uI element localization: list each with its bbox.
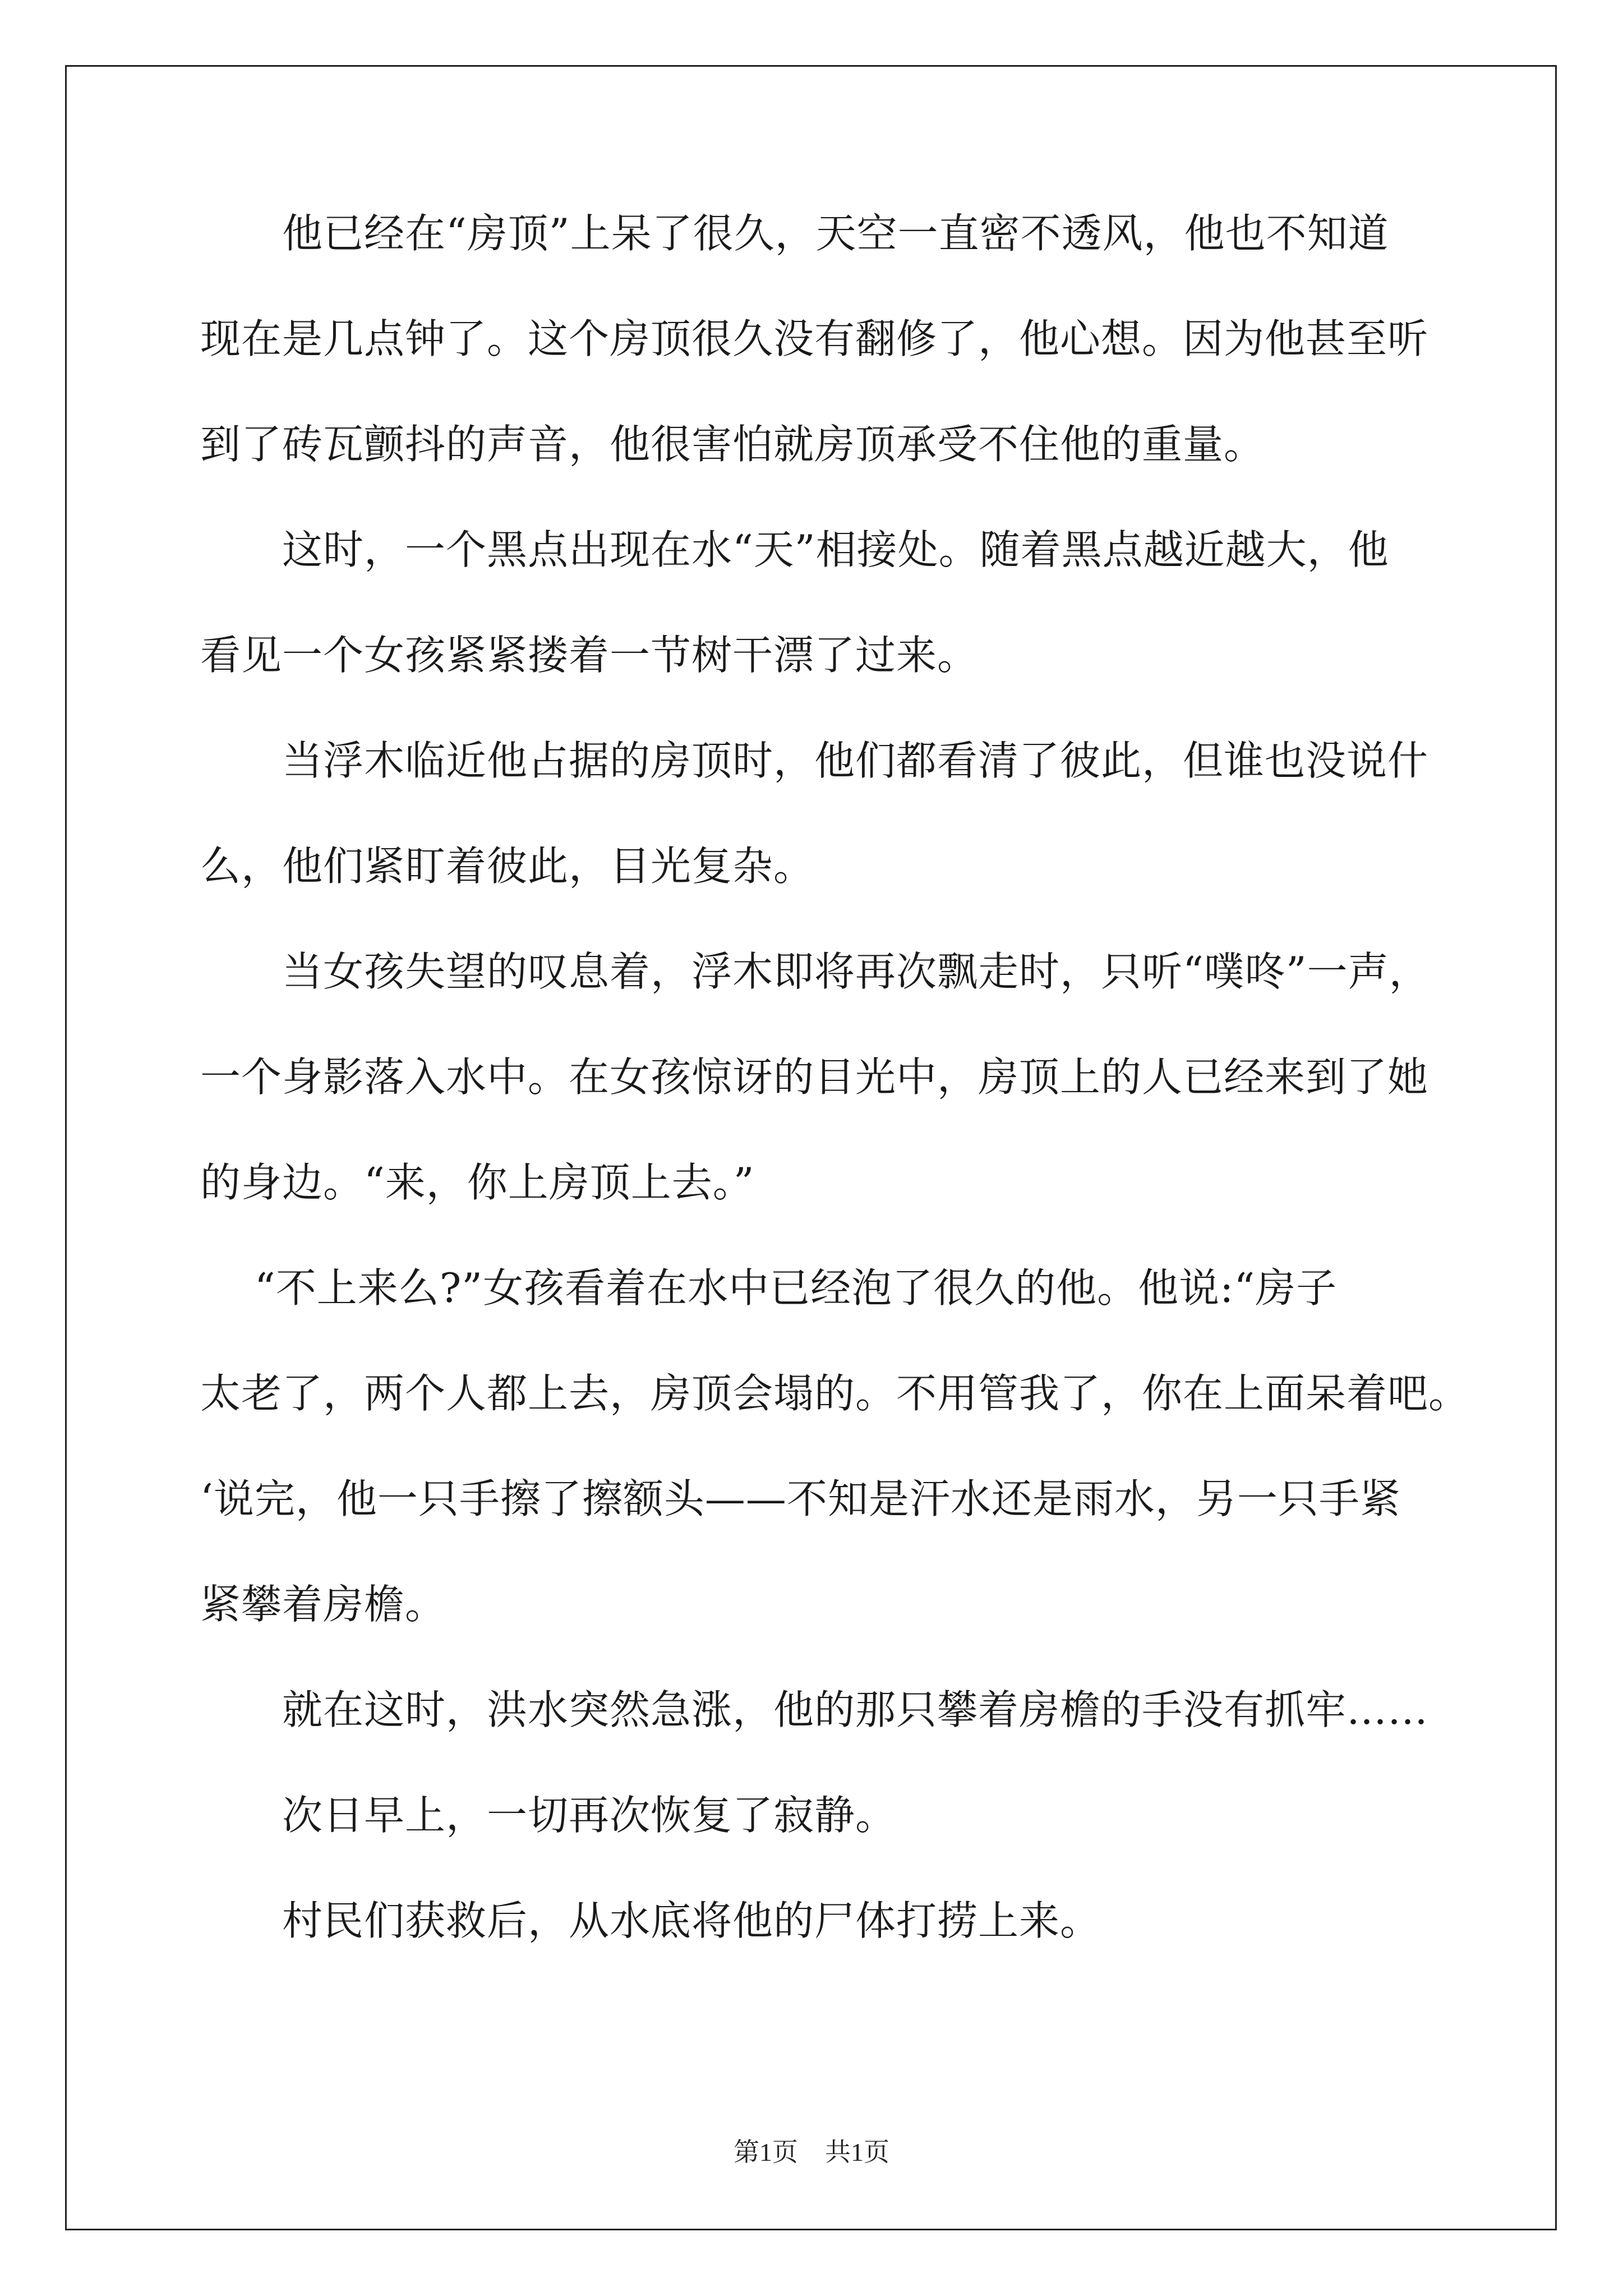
text-line: 这时，一个黑点出现在水“天”相接处。随着黑点越近越大，他 — [200, 526, 1389, 573]
text-line: 紧攀着房檐。 — [200, 1581, 446, 1628]
text-line: 当女孩失望的叹息着，浮木即将再次飘走时，只听“噗咚”一声， — [200, 948, 1430, 995]
text-line: 看见一个女孩紧紧搂着一节树干漂了过来。 — [200, 632, 979, 679]
text-line: 当浮木临近他占据的房顶时，他们都看清了彼此，但谁也没说什 — [200, 737, 1429, 784]
text-line: 一个身影落入水中。在女孩惊讶的目光中，房顶上的人已经来到了她 — [200, 1053, 1429, 1101]
text-line: 到了砖瓦颤抖的声音，他很害怕就房顶承受不住他的重量。 — [200, 421, 1265, 468]
text-line: 的身边。“来，你上房顶上去。” — [200, 1159, 755, 1206]
text-line: 么，他们紧盯着彼此，目光复杂。 — [200, 843, 815, 890]
page-footer — [0, 2132, 1623, 2169]
text-line: ‘说完，他一只手擦了擦额头——不知是汗水还是雨水，另一只手紧 — [200, 1475, 1401, 1522]
text-line: 太老了，两个人都上去，房顶会塌的。不用管我了，你在上面呆着吧。 — [200, 1370, 1470, 1417]
text-line: 次日早上，一切再次恢复了寂静。 — [200, 1792, 897, 1839]
text-line: 现在是几点钟了。这个房顶很久没有翻修了，他心想。因为他甚至听 — [200, 315, 1429, 362]
text-line: 就在这时，洪水突然急涨，他的那只攀着房檐的手没有抓牢…… — [200, 1686, 1429, 1733]
page-total: 共1页 — [825, 2138, 889, 2166]
page-number: 第1页 — [734, 2138, 798, 2166]
text-line: 村民们获救后，从水底将他的尸体打捞上来。 — [200, 1897, 1101, 1944]
text-line: 他已经在“房顶”上呆了很久，天空一直密不透风，他也不知道 — [200, 210, 1389, 257]
text-line: “不上来么?”女孩看着在水中已经泡了很久的他。他说:“房子 — [200, 1264, 1338, 1312]
